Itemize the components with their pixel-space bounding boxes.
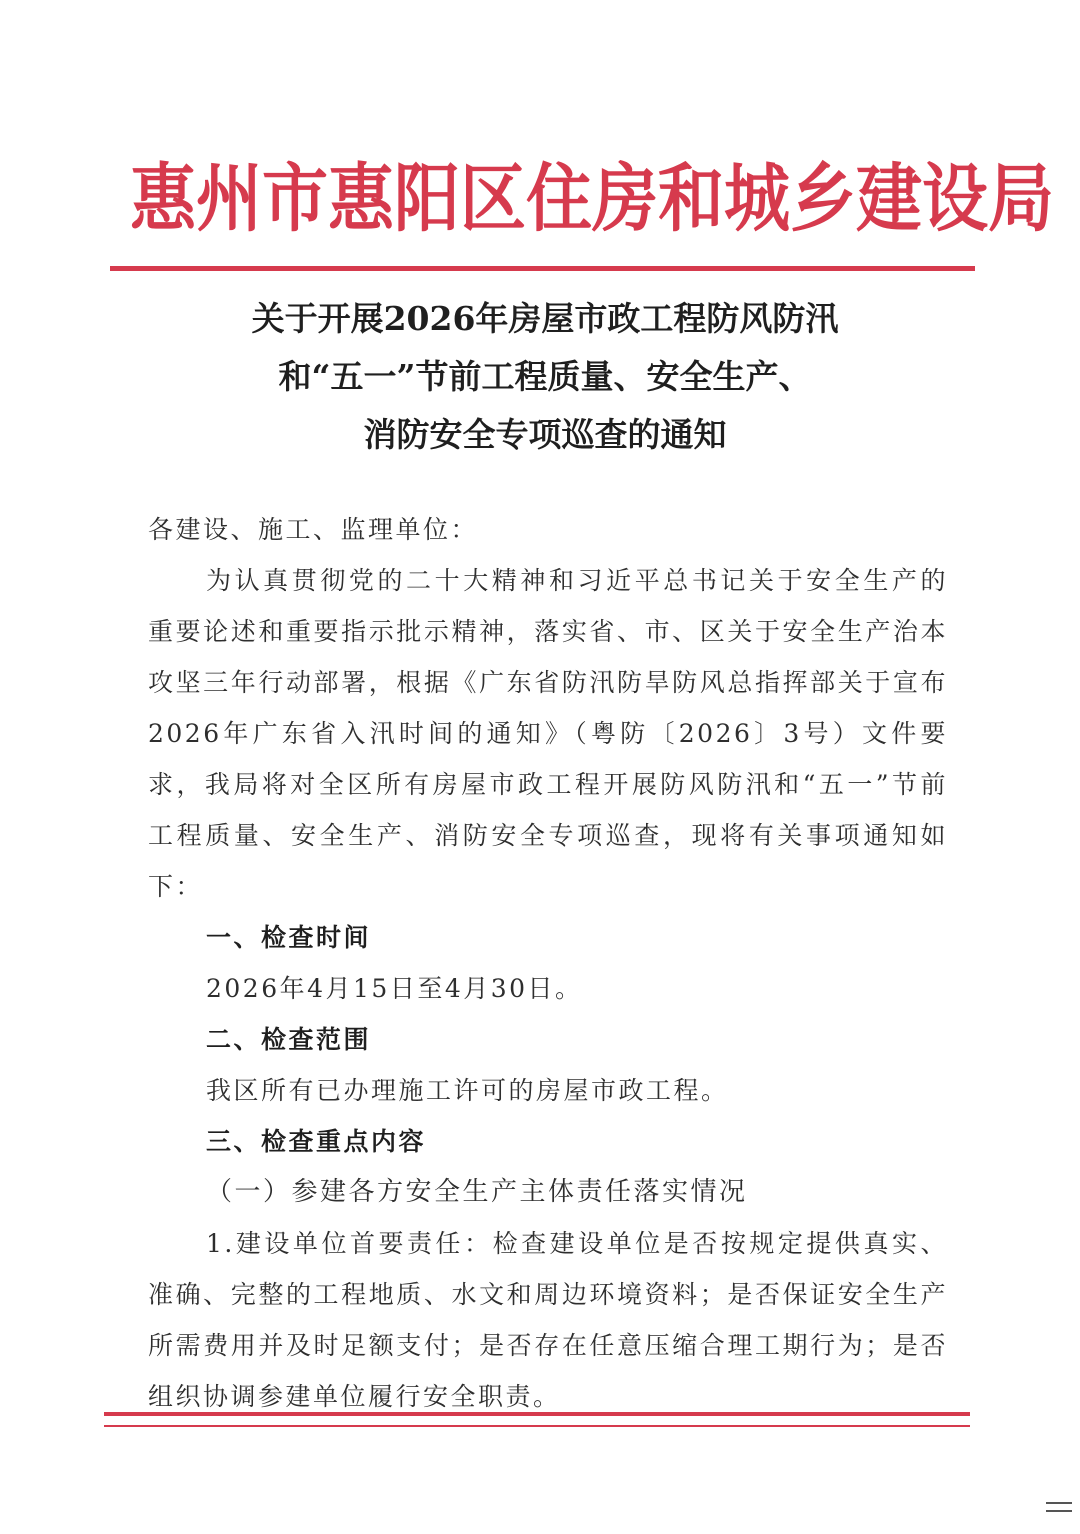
notice-title-line-2: 和“五一”节前工程质量、安全生产、	[278, 357, 812, 396]
footer-red-rule-thin	[104, 1425, 970, 1427]
section-text-time: 2026年4月15日至4月30日。	[206, 974, 583, 1003]
section-heading-scope: 二、检查范围	[206, 1025, 372, 1054]
item-paragraph-owner-responsibility: 1.建设单位首要责任：检查建设单位是否按规定提供真实、准确、完整的工程地质、水文和周边环境资料；是否保证安全生产所需费用并及时足额支付；是否存在任意压缩合理工期行为；是否组织协调参建单位履行安全职责。	[148, 1229, 948, 1411]
footer-red-rule-thick	[104, 1412, 970, 1416]
scan-edge-mark	[1046, 1502, 1072, 1504]
notice-title-line-3: 消防安全专项巡查的通知	[363, 415, 727, 454]
intro-paragraph: 为认真贯彻党的二十大精神和习近平总书记关于安全生产的重要论述和重要指示批示精神，落实省、市、区关于安全生产治本攻坚三年行动部署，根据《广东省防汛防旱防风总指挥部关于宣布2026年广东省入汛时间的通知》（粤防〔2026〕3号）文件要求，我局将对全区所有房屋市政工程开展防风防汛和“五一”节前工程质量、安全生产、消防安全专项巡查，现将有关事项通知如下：	[148, 566, 948, 901]
letterhead-title: 惠州市惠阳区住房和城乡建设局	[130, 155, 1054, 243]
letterhead-red-rule	[110, 266, 975, 271]
section-text-scope: 我区所有已办理施工许可的房屋市政工程。	[206, 1076, 729, 1105]
addressee: 各建设、施工、监理单位：	[148, 515, 479, 544]
scan-edge-mark-2	[1046, 1510, 1072, 1512]
section-heading-time: 一、检查时间	[206, 923, 372, 952]
section-heading-key-content: 三、检查重点内容	[206, 1127, 427, 1156]
notice-title	[140, 290, 950, 464]
subsection-heading-responsibility: （一）参建各方安全生产主体责任落实情况	[206, 1177, 748, 1207]
notice-title-line-1: 关于开展2026年房屋市政工程防风防汛	[251, 299, 839, 338]
notice-body	[148, 504, 948, 1422]
